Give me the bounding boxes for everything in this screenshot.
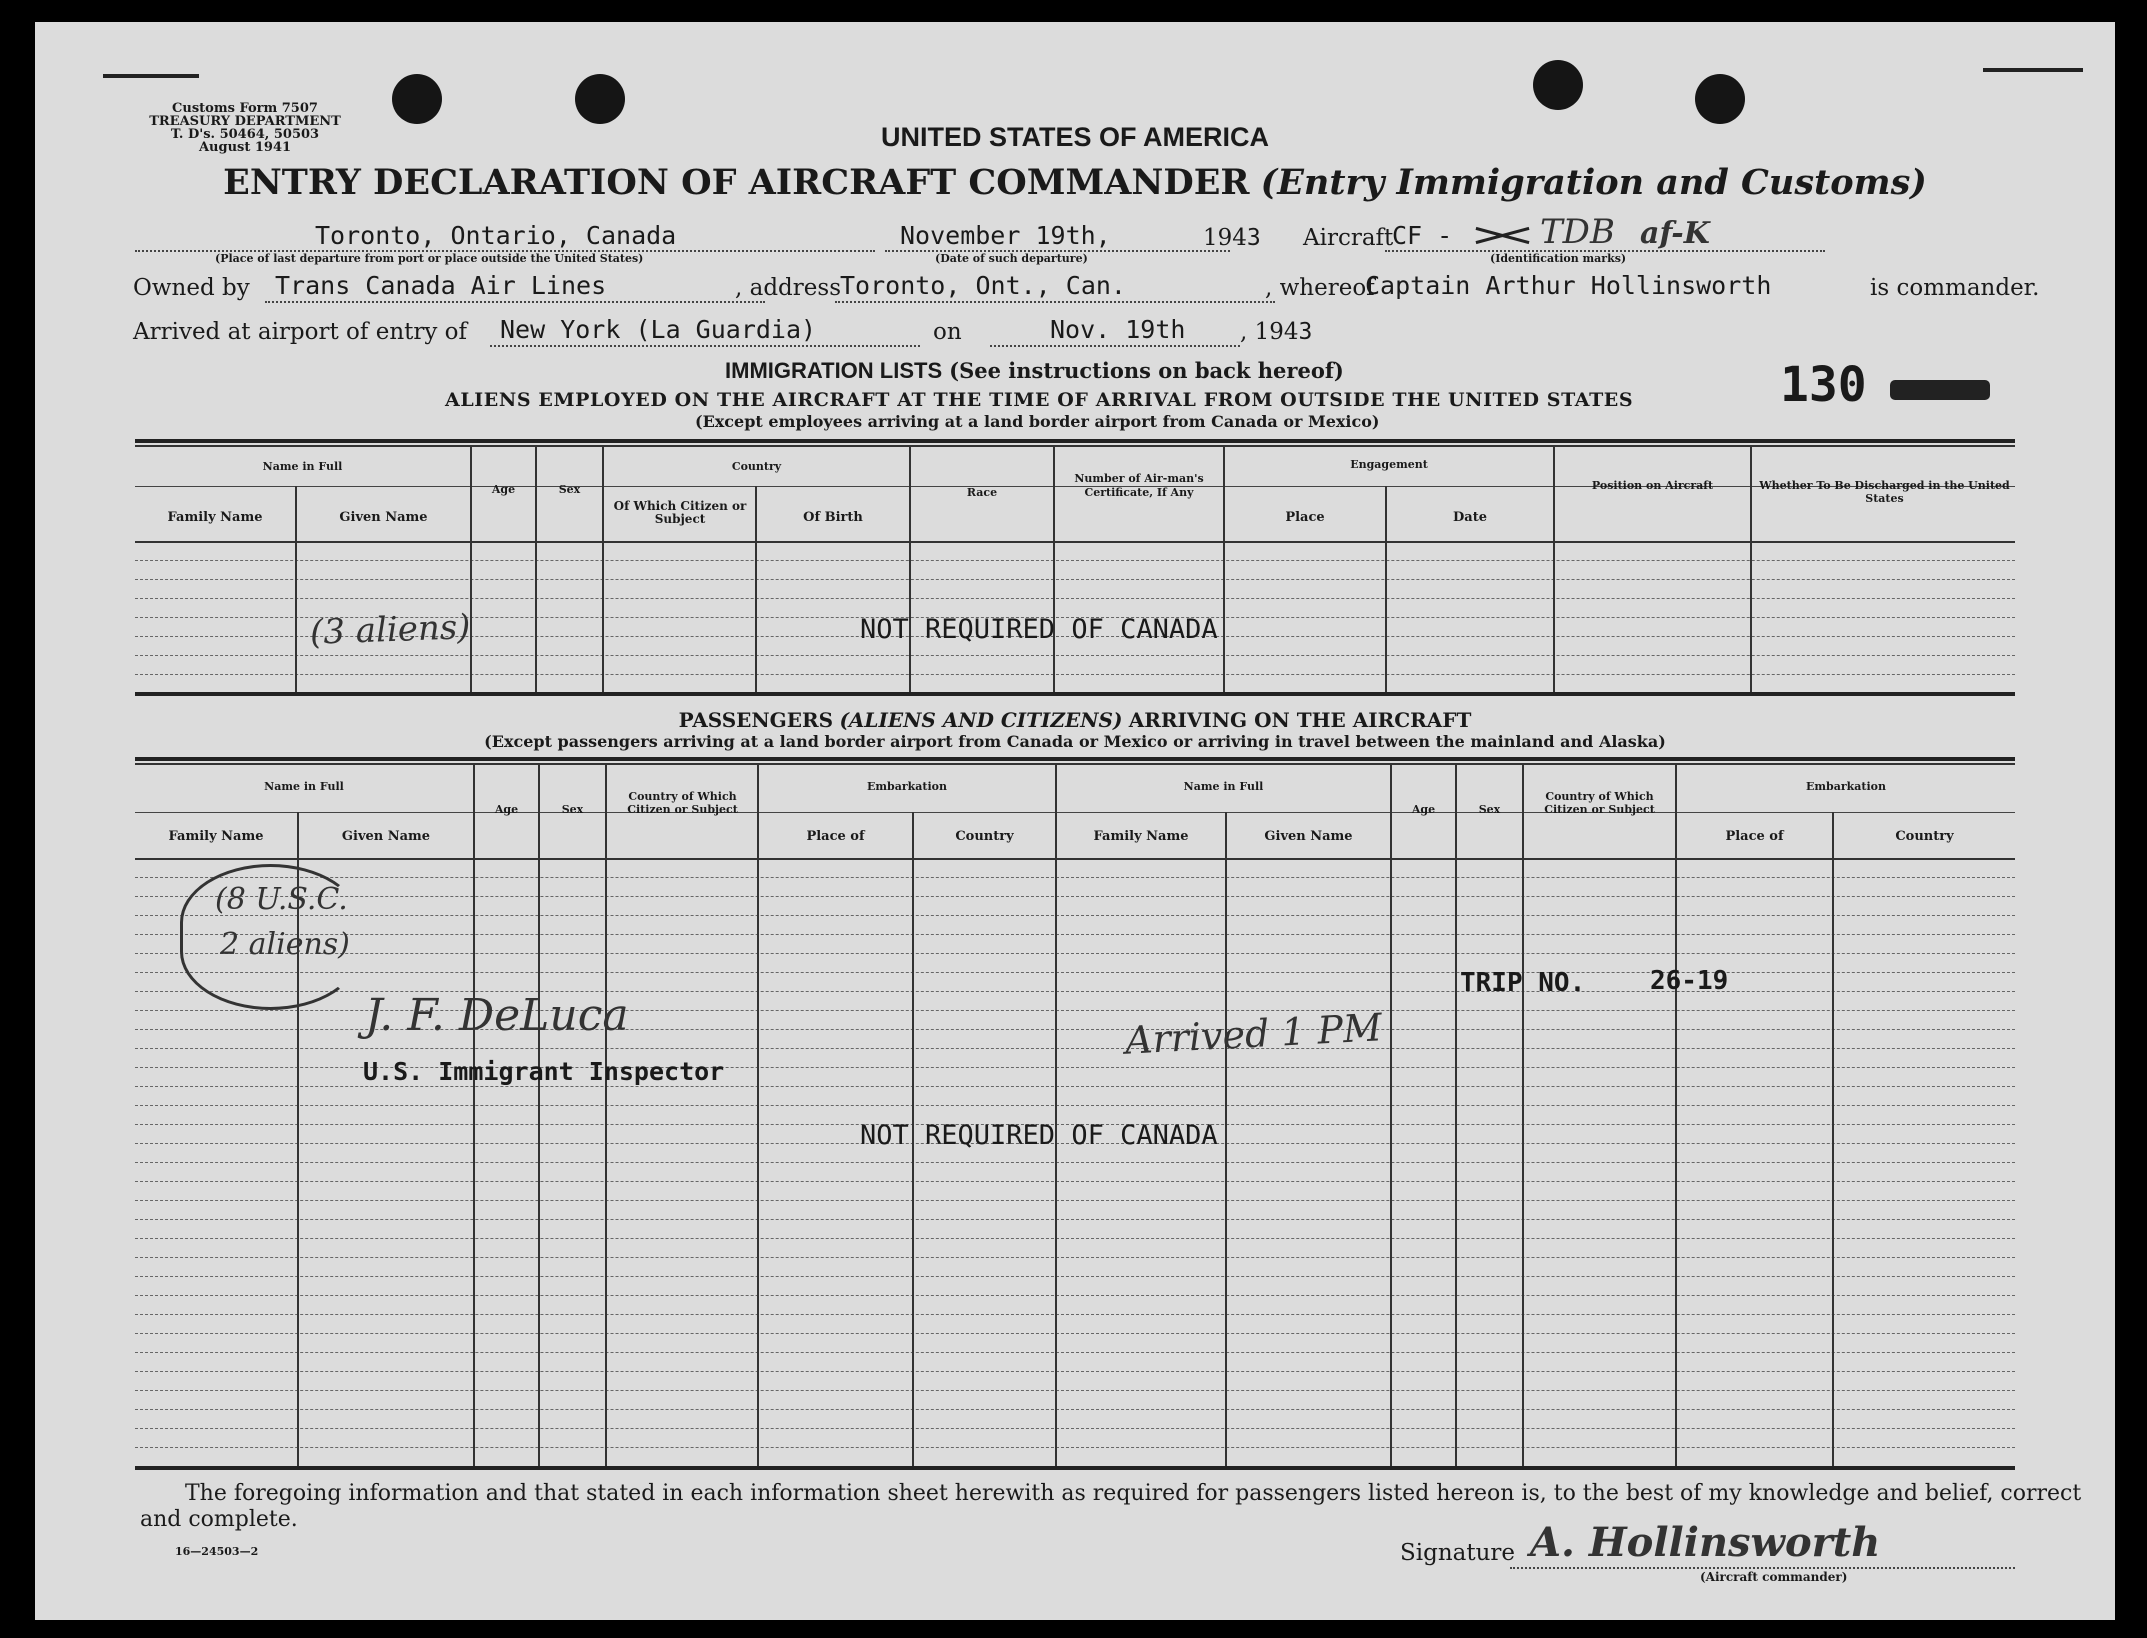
t1-stamp: NOT REQUIRED OF CANADA: [860, 614, 1218, 645]
commander-name[interactable]: Captain Arthur Hollinsworth: [1365, 271, 1772, 300]
aircraft-id[interactable]: TDB: [1540, 212, 1615, 252]
t2-family-name: Family Name: [168, 829, 264, 844]
td-numbers: T. D's. 50464, 50503: [170, 127, 320, 142]
t2-sex-right: Sex: [1478, 803, 1501, 816]
passengers-title-rest: ARRIVING ON THE AIRCRAFT: [1128, 708, 1472, 732]
edge-mark: [1983, 68, 2083, 72]
footer-statement: The foregoing information and that stated in each information sheet herewith as required for passengers listed hereon is, to the best of my knowledge and belief, correct and complete.: [140, 1481, 2082, 1532]
department: TREASURY DEPARTMENT: [149, 114, 341, 129]
aliens-employed-heading: ALIENS EMPLOYED ON THE AIRCRAFT AT THE TIME OF ARRIVAL FROM OUTSIDE THE UNITED STATES: [445, 389, 1634, 411]
form-title-subtitle: (Entry Immigration and Customs): [1260, 162, 1927, 203]
punch-hole: [1695, 74, 1745, 124]
arrival-year-prefix: , 194: [1240, 319, 1299, 345]
punch-hole: [575, 74, 625, 124]
form-date: August 1941: [198, 140, 292, 155]
form-title-main: ENTRY DECLARATION OF AIRCRAFT COMMANDER: [223, 162, 1250, 203]
owned-by-label: Owned by: [133, 275, 250, 301]
passengers-heading: [35, 708, 2115, 732]
t1-date: Date: [1453, 510, 1487, 525]
departure-year[interactable]: 3: [1246, 225, 1261, 251]
passengers-subheading: (Except passengers arriving at a land border airport from Canada or Mexico or arriving in travel between the mainland and Alaska): [484, 732, 1666, 751]
arrival-label: Arrived at airport of entry of: [133, 319, 468, 345]
punch-hole: [392, 74, 442, 124]
country-heading: UNITED STATES OF AMERICA: [881, 122, 1269, 152]
t1-handwritten-note: (3 aliens): [309, 607, 472, 653]
t1-age: Age: [491, 483, 516, 496]
t1-birth: Of Birth: [803, 510, 863, 525]
t2-place-of: Place of: [806, 829, 865, 844]
address-label: , address: [735, 275, 841, 301]
t1-name-in-full: Name in Full: [262, 460, 343, 473]
arrival-date[interactable]: Nov. 19th: [1050, 315, 1186, 344]
t2-family-name-right: Family Name: [1093, 829, 1189, 844]
aircraft-prefix: CF -: [1392, 221, 1453, 250]
t1-certificate: Number of Air-man's Certificate, If Any: [1074, 472, 1204, 499]
trip-number[interactable]: 26-19: [1650, 966, 1729, 996]
t2-given-name: Given Name: [341, 829, 431, 844]
commander-signature: A. Hollinsworth: [1530, 1519, 1881, 1566]
departure-place-caption: (Place of last departure from port or place outside the United States): [215, 252, 644, 265]
owner-address[interactable]: Toronto, Ont., Can.: [840, 271, 1126, 300]
t2-stamp: NOT REQUIRED OF CANADA: [860, 1120, 1218, 1151]
owner-name[interactable]: Trans Canada Air Lines: [275, 271, 607, 300]
t2-country-citizen: Country of Which Citizen or Subject: [627, 790, 738, 816]
t1-engagement: Engagement: [1350, 458, 1428, 471]
edge-mark: [103, 74, 199, 78]
aircraft-id-handwritten: af-K: [1640, 216, 1710, 251]
t1-discharged: Whether To Be Discharged in the United States: [1759, 479, 2010, 505]
t2-name-in-full-right: Name in Full: [1183, 780, 1264, 793]
t1-given-name: Given Name: [339, 510, 428, 525]
immigration-heading: [725, 358, 1344, 384]
inspector-title: U.S. Immigrant Inspector: [363, 1057, 725, 1086]
commander-suffix: is commander.: [1870, 275, 2040, 301]
arrived-note: Arrived 1 PM: [1124, 1005, 1384, 1063]
immigration-title: IMMIGRATION LISTS: [725, 358, 943, 383]
immigration-note: (See instructions on back hereof): [949, 358, 1344, 383]
t2-handwritten-note-1: (8 U.S.C.: [215, 882, 348, 917]
trip-label: TRIP NO.: [1460, 968, 1586, 998]
stamp-blot: [1890, 380, 1990, 400]
t2-country: Country: [955, 829, 1014, 844]
arrival-year[interactable]: 3: [1298, 319, 1313, 345]
t2-handwritten-note-2: 2 aliens): [220, 927, 350, 962]
t2-age-right: Age: [1411, 803, 1436, 816]
t2-country-right: Country: [1895, 829, 1954, 844]
whereof-label: , whereof: [1265, 275, 1375, 301]
form-code: 16—24503—2: [175, 1545, 259, 1558]
year-prefix: 194: [1203, 225, 1247, 251]
t2-embarkation: Embarkation: [867, 780, 947, 793]
passengers-title: PASSENGERS: [678, 708, 834, 732]
t2-age: Age: [494, 803, 519, 816]
signature-caption: (Aircraft commander): [1700, 1570, 1848, 1584]
t2-place-of-right: Place of: [1725, 829, 1784, 844]
aircraft-caption: (Identification marks): [1490, 252, 1627, 265]
form-title: [35, 162, 2115, 203]
t1-position: Position on Aircraft: [1591, 479, 1714, 492]
aircraft-strikeout: [1470, 218, 1535, 252]
t1-citizen: Of Which Citizen or Subject: [613, 499, 747, 526]
t2-embarkation-right: Embarkation: [1806, 780, 1886, 793]
t1-family-name: Family Name: [167, 510, 263, 525]
arrival-airport[interactable]: New York (La Guardia): [500, 315, 817, 344]
t2-name-in-full: Name in Full: [264, 780, 344, 793]
t1-place: Place: [1285, 510, 1325, 525]
signature-label: Signature: [1400, 1540, 1516, 1566]
arrival-on-label: on: [933, 319, 962, 345]
t2-given-name-right: Given Name: [1264, 829, 1353, 844]
departure-date[interactable]: November 19th,: [900, 221, 1111, 250]
passengers-title-italic: (ALIENS AND CITIZENS): [839, 708, 1123, 732]
aliens-employed-subheading: (Except employees arriving at a land border airport from Canada or Mexico): [695, 412, 1380, 431]
aircraft-label: Aircraft: [1303, 225, 1394, 251]
departure-date-caption: (Date of such departure): [935, 252, 1088, 265]
t2-sex: Sex: [561, 803, 584, 816]
form-sheet: [35, 22, 2115, 1620]
t2-country-citizen-right: Country of Which Citizen or Subject: [1544, 790, 1655, 816]
form-number: Customs Form 7507: [172, 101, 318, 116]
departure-place[interactable]: Toronto, Ontario, Canada: [315, 221, 677, 250]
inspector-signature: J. F. DeLuca: [365, 990, 629, 1041]
t1-race: Race: [966, 486, 998, 499]
t1-sex: Sex: [558, 483, 581, 496]
stamp-number: 130: [1780, 357, 1867, 413]
punch-hole: [1533, 60, 1583, 110]
t1-country: Country: [731, 460, 782, 473]
